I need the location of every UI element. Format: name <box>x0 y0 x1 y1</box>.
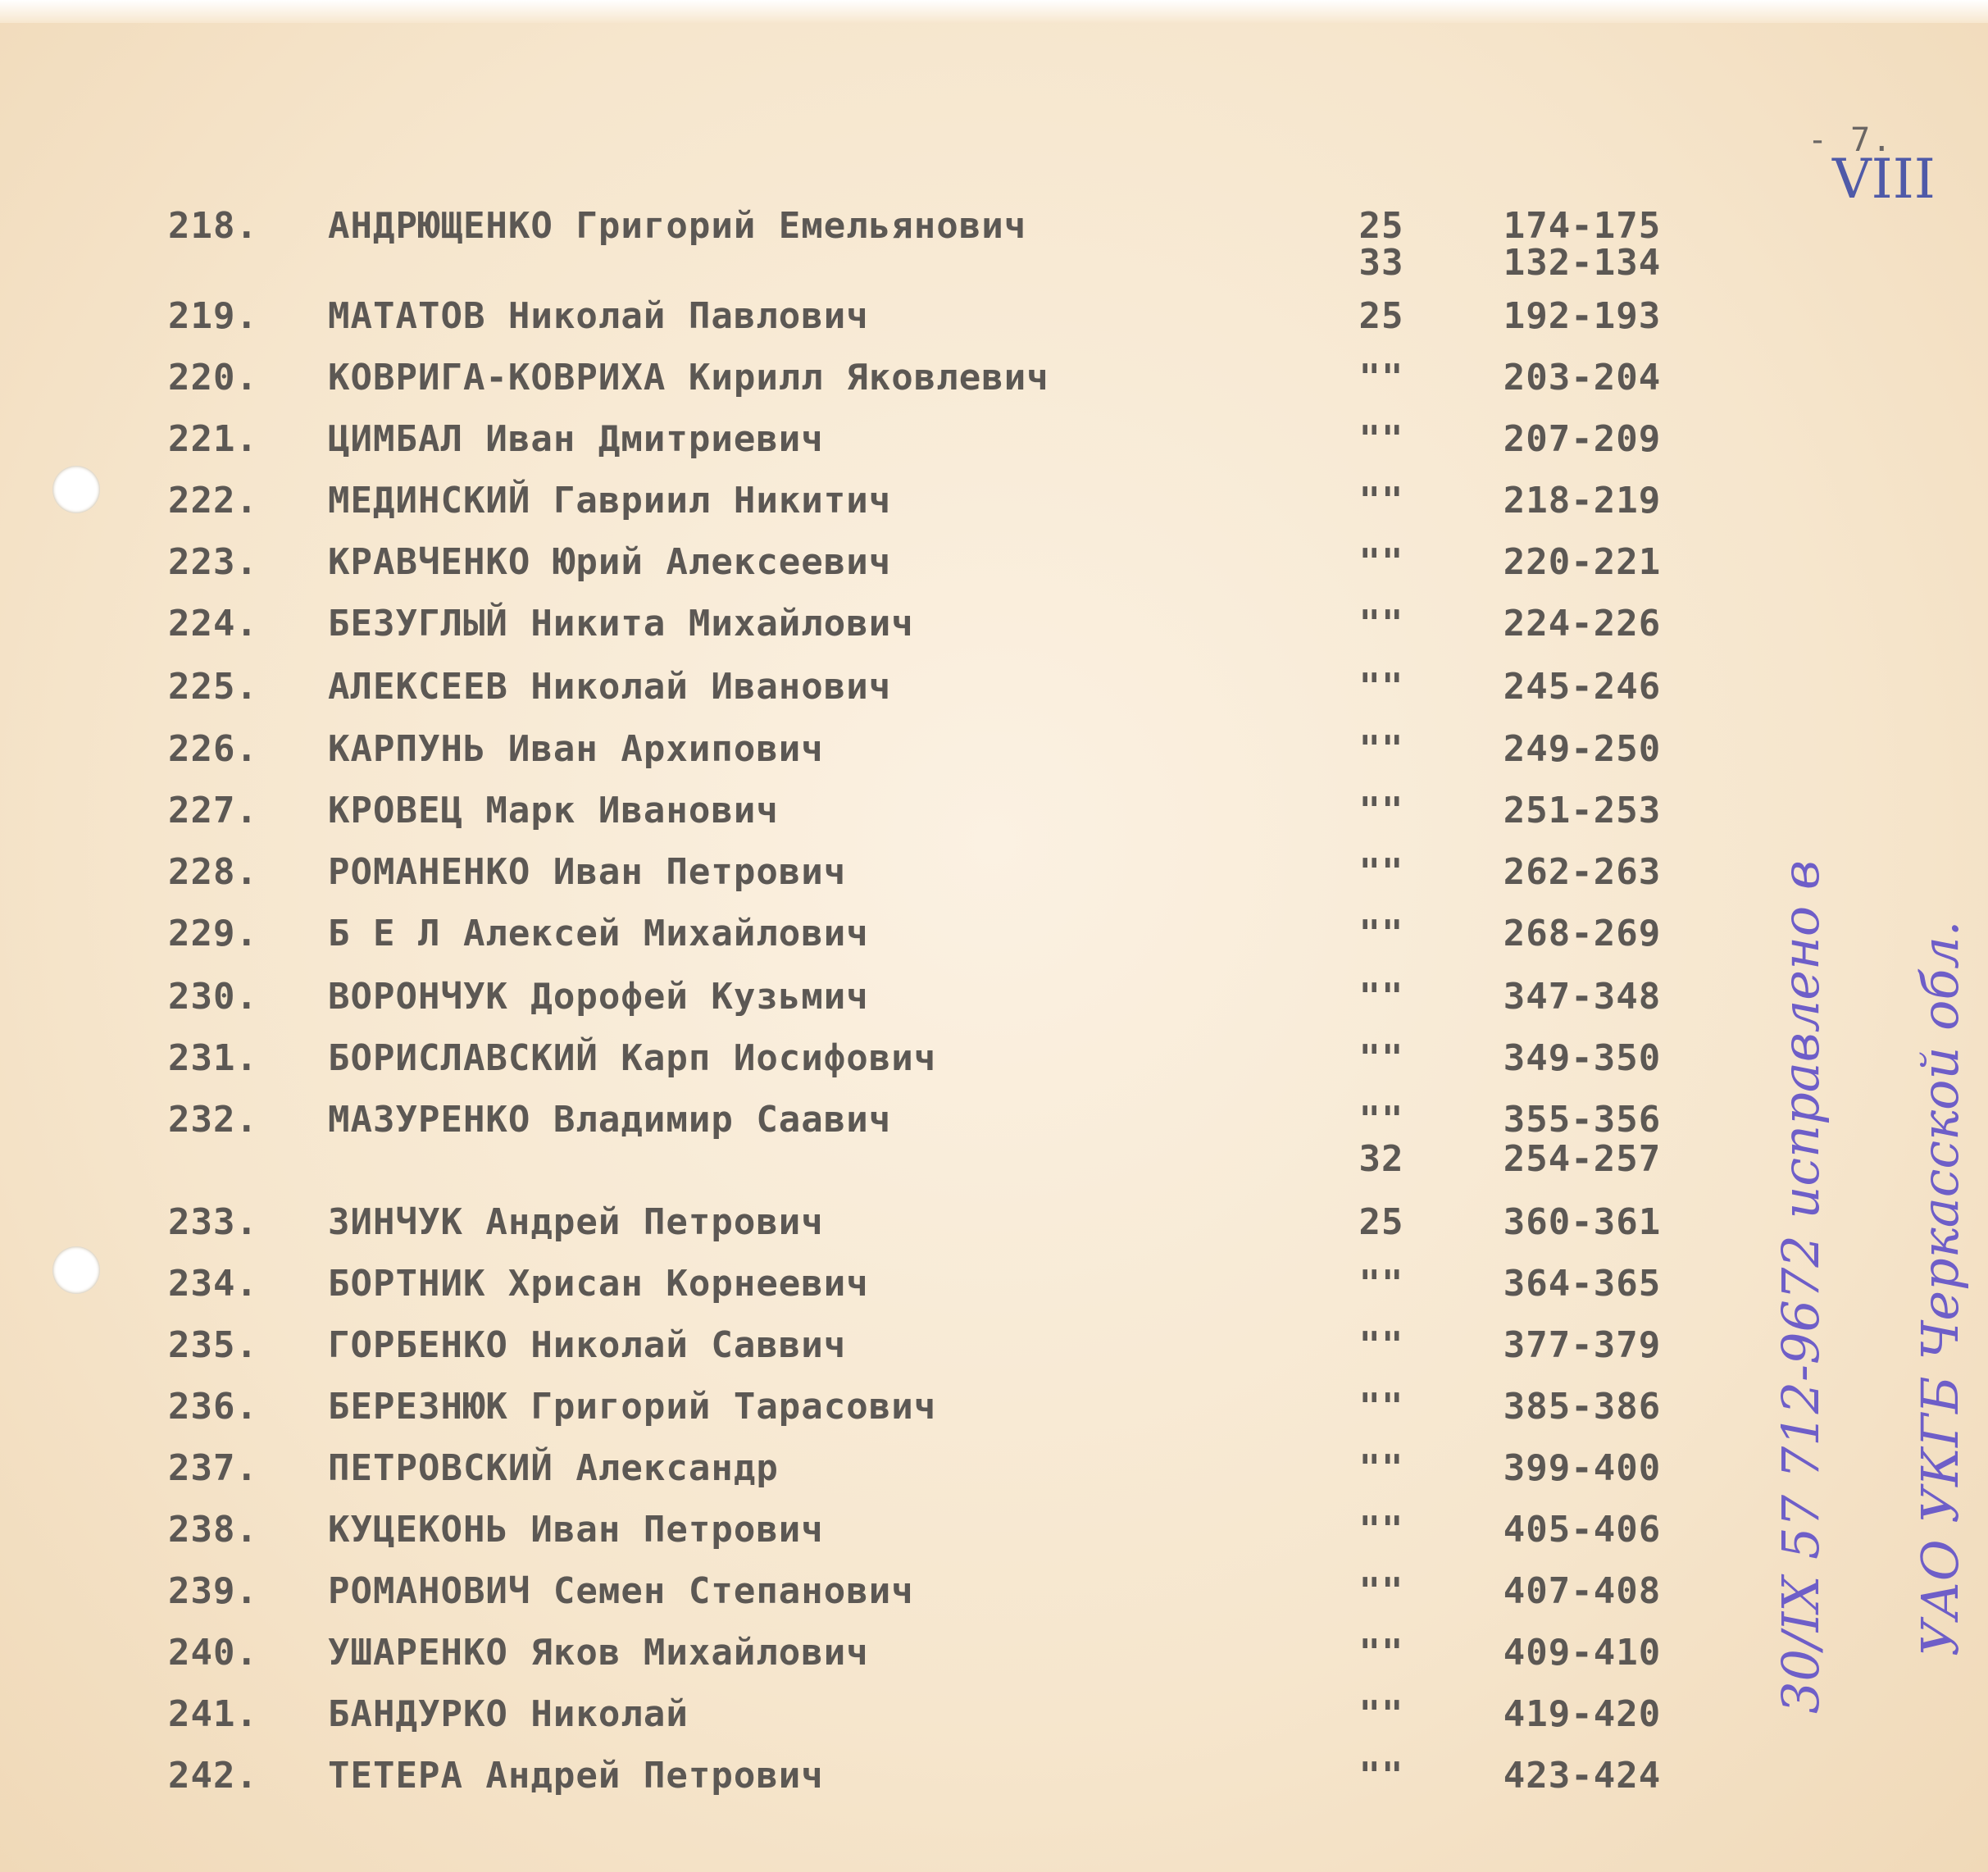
page-range: 218-219 <box>1503 480 1662 522</box>
page-range: 405-406 <box>1503 1509 1662 1551</box>
person-name: МАТАТОВ Николай Павлович <box>328 295 869 337</box>
person-name: УШАРЕНКО Яков Михайлович <box>328 1632 869 1674</box>
person-name: АЛЕКСЕЕВ Николай Иванович <box>328 666 892 708</box>
person-name: ПЕТРОВСКИЙ Александр <box>328 1447 779 1489</box>
volume: "" <box>1358 1037 1404 1079</box>
row-number: 233. <box>168 1201 258 1243</box>
page-range: 349-350 <box>1503 1037 1662 1079</box>
person-name: БЕЗУГЛЫЙ Никита Михайлович <box>328 603 914 644</box>
page-range: 251-253 <box>1503 790 1662 831</box>
person-name: БОРТНИК Хрисан Корнеевич <box>328 1263 869 1305</box>
volume: "" <box>1358 1386 1404 1428</box>
row-number: 240. <box>168 1632 258 1674</box>
row-number: 230. <box>168 976 258 1018</box>
row-number: 228. <box>168 851 258 893</box>
volume: "" <box>1358 1632 1404 1674</box>
page-number: - 7. <box>1808 121 1894 159</box>
person-name: БАНДУРКО Николай <box>328 1693 689 1735</box>
row-number: 223. <box>168 541 258 583</box>
person-name: МАЗУРЕНКО Владимир Саавич <box>328 1099 892 1141</box>
volume: "" <box>1358 1324 1404 1366</box>
person-name: ГОРБЕНКО Николай Саввич <box>328 1324 847 1366</box>
volume: "" <box>1358 541 1404 583</box>
volume: "" <box>1358 976 1404 1018</box>
row-number: 220. <box>168 357 258 399</box>
page-range: 249-250 <box>1503 728 1662 770</box>
row-number: 241. <box>168 1693 258 1735</box>
page-range: 203-204 <box>1503 357 1662 399</box>
volume: "" <box>1358 913 1404 954</box>
page-range: 192-193 <box>1503 295 1662 337</box>
row-number: 218. <box>168 205 258 247</box>
page-range: 268-269 <box>1503 913 1662 954</box>
volume: "" <box>1358 418 1404 460</box>
page-range: 364-365 <box>1503 1263 1662 1305</box>
volume: "" <box>1358 851 1404 893</box>
volume: "" <box>1358 603 1404 644</box>
person-name: АНДРЮЩЕНКО Григорий Емельянович <box>328 205 1027 247</box>
page-range: 423-424 <box>1503 1755 1662 1797</box>
row-number: 232. <box>168 1099 258 1141</box>
page-range: 224-226 <box>1503 603 1662 644</box>
row-number: 231. <box>168 1037 258 1079</box>
page-range: 245-246 <box>1503 666 1662 708</box>
volume: "" <box>1358 1755 1404 1797</box>
row-number: 239. <box>168 1570 258 1612</box>
volume: "" <box>1358 357 1404 399</box>
row-number: 226. <box>168 728 258 770</box>
page-range: 174-175 <box>1503 205 1662 247</box>
row-number: 235. <box>168 1324 258 1366</box>
row-number: 227. <box>168 790 258 831</box>
volume: "" <box>1358 1693 1404 1735</box>
volume: "" <box>1358 1263 1404 1305</box>
person-name: БОРИСЛАВСКИЙ Карп Иосифович <box>328 1037 937 1079</box>
row-number: 225. <box>168 666 258 708</box>
person-name: КАРПУНЬ Иван Архипович <box>328 728 824 770</box>
person-name: КРОВЕЦ Марк Иванович <box>328 790 779 831</box>
volume: "" <box>1358 666 1404 708</box>
page-range: 262-263 <box>1503 851 1662 893</box>
punch-hole-bottom <box>52 1246 100 1294</box>
page-range: 409-410 <box>1503 1632 1662 1674</box>
volume: "" <box>1358 790 1404 831</box>
volume: "" <box>1358 1099 1404 1141</box>
page-range: 399-400 <box>1503 1447 1662 1489</box>
row-number: 238. <box>168 1509 258 1551</box>
row-number: 229. <box>168 913 258 954</box>
page-range: 207-209 <box>1503 418 1662 460</box>
volume: "" <box>1358 1509 1404 1551</box>
handwritten-note-line-1: 30/IX 57 712-9672 исправлено в <box>1771 860 1831 1714</box>
row-number: 237. <box>168 1447 258 1489</box>
person-name: ВОРОНЧУК Дорофей Кузьмич <box>328 976 869 1018</box>
page-range: 132-134 <box>1503 242 1662 284</box>
volume: "" <box>1358 480 1404 522</box>
page-range: 347-348 <box>1503 976 1662 1018</box>
person-name: КОВРИГА-КОВРИХА Кирилл Яковлевич <box>328 357 1049 399</box>
person-name: КРАВЧЕНКО Юрий Алексеевич <box>328 541 892 583</box>
volume: "" <box>1358 1570 1404 1612</box>
volume: "" <box>1358 728 1404 770</box>
handwritten-roman-numeral: VIII <box>1832 148 1936 211</box>
volume: 25 <box>1358 1201 1404 1243</box>
row-number: 242. <box>168 1755 258 1797</box>
person-name: БЕРЕЗНЮК Григорий Тарасович <box>328 1386 937 1428</box>
volume: 25 <box>1358 205 1404 247</box>
paper-top-edge <box>0 0 1988 23</box>
row-number: 219. <box>168 295 258 337</box>
page-range: 385-386 <box>1503 1386 1662 1428</box>
punch-hole-top <box>52 466 100 513</box>
page-range: 360-361 <box>1503 1201 1662 1243</box>
person-name: ЦИМБАЛ Иван Дмитриевич <box>328 418 824 460</box>
page-range: 355-356 <box>1503 1099 1662 1141</box>
page-range: 407-408 <box>1503 1570 1662 1612</box>
volume: "" <box>1358 1447 1404 1489</box>
row-number: 224. <box>168 603 258 644</box>
page-range: 377-379 <box>1503 1324 1662 1366</box>
person-name: КУЦЕКОНЬ Иван Петрович <box>328 1509 824 1551</box>
page-range: 419-420 <box>1503 1693 1662 1735</box>
row-number: 222. <box>168 480 258 522</box>
row-number: 236. <box>168 1386 258 1428</box>
person-name: ТЕТЕРА Андрей Петрович <box>328 1755 824 1797</box>
volume: 33 <box>1358 242 1404 284</box>
volume: 32 <box>1358 1138 1404 1180</box>
row-number: 234. <box>168 1263 258 1305</box>
person-name: РОМАНОВИЧ Семен Степанович <box>328 1570 914 1612</box>
volume: 25 <box>1358 295 1404 337</box>
page-range: 254-257 <box>1503 1138 1662 1180</box>
page-range: 220-221 <box>1503 541 1662 583</box>
person-name: ЗИНЧУК Андрей Петрович <box>328 1201 824 1243</box>
person-name: РОМАНЕНКО Иван Петрович <box>328 851 847 893</box>
handwritten-note-line-2: УАО УКГБ Черкасской обл. <box>1910 920 1970 1656</box>
row-number: 221. <box>168 418 258 460</box>
person-name: МЕДИНСКИЙ Гавриил Никитич <box>328 480 892 522</box>
person-name: Б Е Л Алексей Михайлович <box>328 913 869 954</box>
